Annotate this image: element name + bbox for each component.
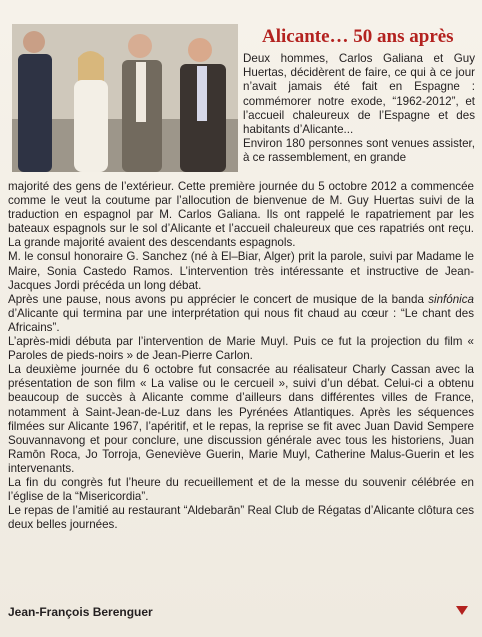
concert-text-post: d’Alicante qui termina par une interprétation qui nous fit chaud au cœur : “Le chant des Africains”. <box>8 306 474 334</box>
closing-mass-paragraph: La fin du congrès fut l’heure du recueillement et de la messe du souvenir célébrée en l’église de la “Misericordia”. <box>8 475 474 504</box>
concert-paragraph <box>8 293 474 335</box>
author-signature: Jean-François Berenguer <box>8 605 153 619</box>
intro-column <box>243 52 475 166</box>
attendance-paragraph-start: Environ 180 personnes sont venues assister, à ce rassemblement, en grande <box>243 137 475 165</box>
concert-text-italic: sinfónica <box>428 292 474 306</box>
concert-text-pre: Après une pause, nous avons pu apprécier le concert de musique de la banda <box>8 292 429 306</box>
article-body <box>8 180 474 532</box>
group-photo-illustration <box>12 24 238 172</box>
article-photo <box>12 24 238 172</box>
consul-paragraph: M. le consul honoraire G. Sanchez (né à El–Biar, Alger) prit la parole, suivi par Madame le Maire, Sonia Castedo Ramos. L’intervention très intéressante et instructive de Jean-Jacques Jordi précéda un long débat. <box>8 250 474 292</box>
attendance-paragraph-continued: majorité des gens de l’extérieur. Cette première journée du 5 octobre 2012 a commencée comme le veut la coutume par l’allocution de bienvenue de M. Guy Huertas suivi de la traduction en espagnol par M. Carlos Galiana. Ils ont rappelé le rapatriement par les bateaux espagnols sur le sol d’Alicante et l’accueil chaleureux que ces rapatriés ont reçu. La grande majorité avaient des descendants espagnols. <box>8 180 474 250</box>
intro-paragraph: Deux hommes, Carlos Galiana et Guy Huertas, décidèrent de faire, ce qui à ce jour n’avait jamais été fait en Espagne : commémorer notre exode, “1962-2012”, et l’accueil chaleureux de l’Espagne et des habitants d’Alicante... <box>243 52 475 137</box>
article-title: Alicante… 50 ans après <box>262 26 454 47</box>
friendship-meal-paragraph: Le repas de l’amitié au restaurant “Aldebarān” Real Club de Régatas d’Alicante clôtura ces deux belles journées. <box>8 504 474 532</box>
end-marker-icon <box>456 606 468 615</box>
second-day-paragraph: La deuxième journée du 6 octobre fut consacrée au réalisateur Charly Cassan avec la présentation de son film « La valise ou le cercueil », suivi d’un débat. Celui-ci a obtenu beaucoup de succès à Alicante comme d’ailleurs dans différentes villes de France, notamment à Saint-Jean-de-Luz dans les Pyrénées Atlantiques. Après les séquences filmées sur Alicante 1967, l’apéritif, et le repas, la reprise se fit avec Juan David Sempere Souvannavong et pour conclure, une discussion générale avec tous les historiens, Juan Ramōn Roca, Jo Torroja, Geneviève Guerin, Marie Muyl, Catherine Malus-Guerin et les intervenants. <box>8 363 474 475</box>
afternoon-paragraph: L’après-midi débuta par l’intervention de Marie Muyl. Puis ce fut la projection du film « Paroles de pieds-noirs » de Jean-Pierre Carlon. <box>8 335 474 363</box>
